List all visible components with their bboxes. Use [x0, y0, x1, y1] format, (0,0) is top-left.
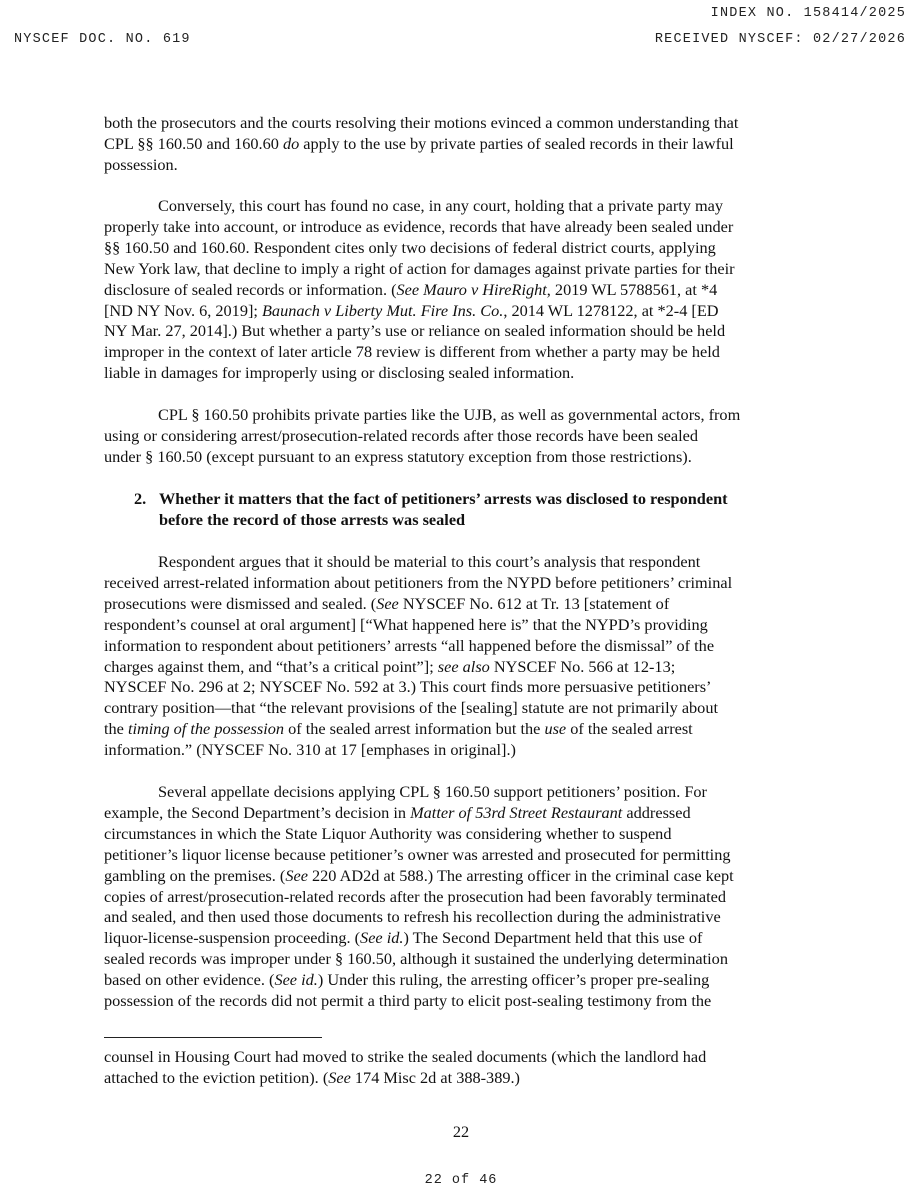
text-line: NYSCEF No. 296 at 2; NYSCEF No. 592 at 3.) This court finds more persuasive petitioners’	[104, 677, 712, 697]
text-line: Several appellate decisions applying CPL § 160.50 support petitioners’ position. For	[158, 782, 707, 801]
paragraph-5	[104, 782, 816, 1012]
text-line: disclosure of sealed records or information. (See Mauro v HireRight, 2019 WL 5788561, at *4	[104, 279, 718, 299]
section-heading	[104, 489, 816, 531]
text-line: §§ 160.50 and 160.60. Respondent cites only two decisions of federal district courts, applying	[104, 237, 716, 257]
text-line: CPL § 160.50 prohibits private parties like the UJB, as well as governmental actors, from	[158, 405, 741, 424]
heading-line: before the record of those arrests was sealed	[159, 509, 466, 529]
text-line: information.” (NYSCEF No. 310 at 17 [emphases in original].)	[104, 740, 516, 760]
text-line: and sealed, and then used those documents to refresh his recollection during the administrative	[104, 907, 721, 927]
heading-number: 2.	[134, 489, 147, 508]
text-line: circumstances in which the State Liquor Authority was considering whether to suspend	[104, 823, 672, 843]
text-line: copies of arrest/prosecution-related records after the prosecution had been favorably terminated	[104, 886, 727, 906]
paragraph-1	[104, 113, 816, 176]
text-line: attached to the eviction petition). (See 174 Misc 2d at 388-389.)	[104, 1067, 520, 1087]
paragraph-4	[104, 552, 816, 761]
heading-line: Whether it matters that the fact of petitioners’ arrests was disclosed to respondent	[159, 489, 728, 508]
text-line: contrary position—that “the relevant provisions of the [sealing] statute are not primarily about	[104, 698, 718, 718]
text-line: using or considering arrest/prosecution-related records after those records have been sealed	[104, 425, 699, 445]
text-line: received arrest-related information about petitioners from the NYPD before petitioners’ criminal	[104, 572, 733, 592]
text-line: counsel in Housing Court had moved to strike the sealed documents (which the landlord had	[104, 1047, 707, 1066]
text-line: information to respondent about petitioners’ arrests “all happened before the dismissal” of the	[104, 635, 715, 655]
text-line: Respondent argues that it should be material to this court’s analysis that respondent	[158, 552, 701, 571]
page-number: 22	[452, 1122, 470, 1141]
text-line: possession.	[104, 154, 178, 174]
text-line: properly take into account, or introduce as evidence, records that have already been sealed under	[104, 216, 734, 236]
paragraph-3	[104, 405, 816, 468]
text-line: the timing of the possession of the sealed arrest information but the use of the sealed arrest	[104, 719, 693, 739]
text-line: gambling on the premises. (See 220 AD2d at 588.) The arresting officer in the criminal case kept	[104, 865, 734, 885]
text-line: Conversely, this court has found no case, in any court, holding that a private party may	[158, 196, 724, 215]
paragraph-2	[104, 196, 816, 384]
text-line: example, the Second Department’s decision in Matter of 53rd Street Restaurant addressed	[104, 802, 691, 822]
text-line: respondent’s counsel at oral argument] [“What happened here is” that the NYPD’s providing	[104, 614, 708, 634]
text-line: under § 160.50 (except pursuant to an express statutory exception from those restrictions).	[104, 446, 692, 466]
text-line: [ND NY Nov. 6, 2019]; Baunach v Liberty Mut. Fire Ins. Co., 2014 WL 1278122, at *2-4 [ED	[104, 300, 719, 320]
text-line: charges against them, and “that’s a critical point”]; see also NYSCEF No. 566 at 12-13;	[104, 656, 676, 676]
footnote	[104, 1047, 816, 1089]
text-line: sealed records was improper under § 160.50, although it sustained the underlying determination	[104, 949, 728, 969]
text-line: New York law, that decline to imply a right of action for damages against private parties for their	[104, 258, 735, 278]
footnote-divider	[104, 1037, 322, 1038]
text-line: liquor-license-suspension proceeding. (See id.) The Second Department held that this use of	[104, 928, 703, 948]
text-line: both the prosecutors and the courts resolving their motions evinced a common understanding that	[104, 113, 739, 132]
text-line: possession of the records did not permit a third party to elicit post-sealing testimony from the	[104, 991, 712, 1011]
text-line: based on other evidence. (See id.) Under this ruling, the arresting officer’s proper pre-sealing	[104, 970, 710, 990]
text-line: NY Mar. 27, 2014].) But whether a party’s use or reliance on sealed information should be held	[104, 321, 726, 341]
text-line: CPL §§ 160.50 and 160.60 do apply to the use by private parties of sealed records in their lawful	[104, 133, 734, 153]
index-number: INDEX NO. 158414/2025	[710, 6, 906, 21]
text-line: petitioner’s liquor license because petitioner’s owner was arrested and prosecuted for permitting	[104, 844, 731, 864]
doc-number: NYSCEF DOC. NO. 619	[14, 32, 191, 47]
text-line: improper in the context of later article 78 review is different from whether a party may be held	[104, 342, 720, 362]
page-count: 22 of 46	[424, 1173, 498, 1188]
received-date: RECEIVED NYSCEF: 02/27/2026	[654, 32, 906, 47]
text-line: prosecutions were dismissed and sealed. (See NYSCEF No. 612 at Tr. 13 [statement of	[104, 593, 670, 613]
text-line: liable in damages for improperly using or disclosing sealed information.	[104, 363, 575, 383]
